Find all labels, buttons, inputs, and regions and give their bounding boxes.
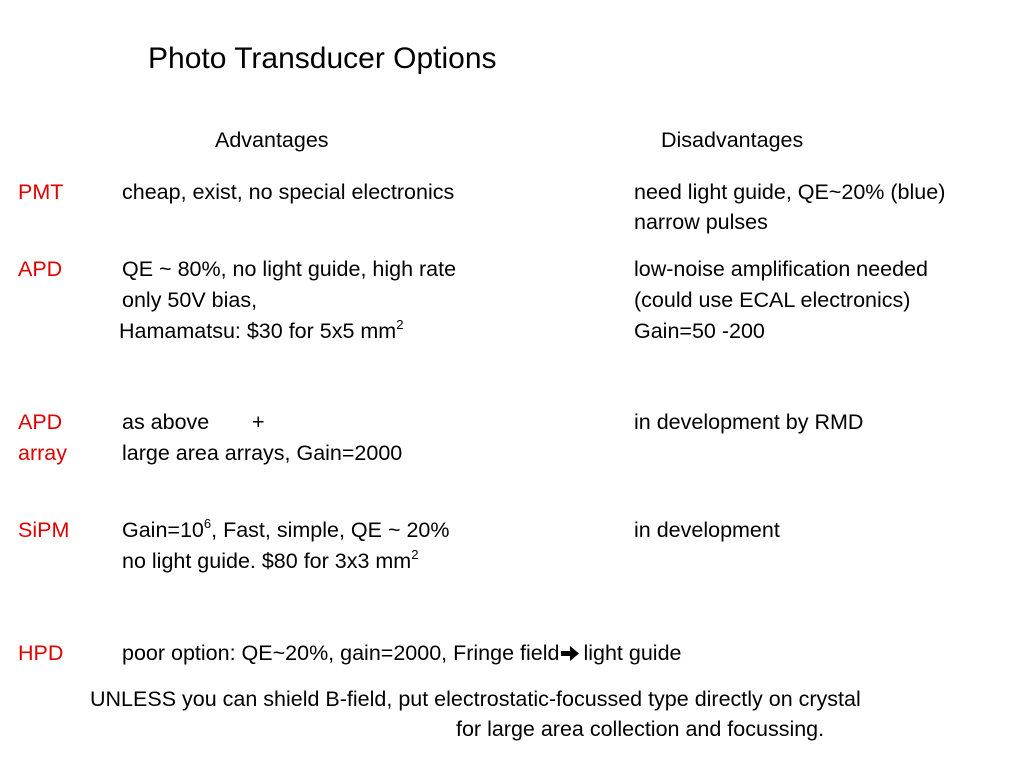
sipm-advantage-line-2: [122, 547, 419, 573]
header-advantages: Advantages: [215, 128, 329, 152]
apd-advantage-line-2: only 50V bias,: [122, 288, 258, 312]
sipm-disadvantage-line-1: in development: [634, 518, 780, 542]
row-label-pmt: PMT: [18, 180, 64, 204]
sipm-advantage-line-1: [122, 516, 450, 542]
header-disadvantages: Disadvantages: [661, 128, 804, 152]
right-arrow-icon: [559, 644, 583, 664]
apd-advantage-line-3: [119, 317, 404, 343]
sipm-price-superscript: 2: [411, 547, 419, 562]
hpd-text-post: light guide: [583, 641, 682, 665]
hpd-text-pre: poor option: QE~20%, gain=2000, Fringe field: [122, 641, 560, 665]
footer-line-1: UNLESS you can shield B-field, put electrostatic-focussed type directly on crystal: [90, 687, 861, 711]
row-label-hpd: HPD: [18, 641, 64, 665]
apd-advantage-line-1: QE ~ 80%, no light guide, high rate: [122, 257, 457, 281]
row-label-apd-array-2: array: [18, 441, 67, 465]
sipm-price-text: no light guide. $80 for 3x3 mm: [122, 549, 412, 573]
apd-array-advantage-line-1: as above: [122, 410, 210, 434]
apd-disadvantage-line-2: (could use ECAL electronics): [634, 288, 911, 312]
row-label-apd: APD: [18, 257, 63, 281]
sipm-gain-superscript: 6: [203, 516, 212, 531]
pmt-disadvantage-line-2: narrow pulses: [634, 210, 768, 234]
pmt-advantage-line-1: cheap, exist, no special electronics: [122, 180, 455, 204]
sipm-gain-text: Gain=10: [122, 518, 204, 542]
row-label-apd-array-1: APD: [18, 410, 63, 434]
apd-price-text: Hamamatsu: $30 for 5x5 mm: [119, 319, 397, 343]
footer-line-2: for large area collection and focussing.: [456, 717, 825, 741]
apd-disadvantage-line-1: low-noise amplification needed: [634, 257, 929, 281]
row-label-sipm: SiPM: [18, 518, 70, 542]
sipm-advantage-rest: , Fast, simple, QE ~ 20%: [211, 518, 450, 542]
apd-array-plus-sign: +: [252, 410, 265, 434]
pmt-disadvantage-line-1: need light guide, QE~20% (blue): [634, 180, 946, 204]
page-title: Photo Transducer Options: [148, 42, 497, 75]
apd-disadvantage-line-3: Gain=50 -200: [634, 319, 765, 343]
apd-array-disadvantage-line-1: in development by RMD: [634, 410, 864, 434]
apd-array-advantage-line-2: large area arrays, Gain=2000: [122, 441, 403, 465]
apd-price-superscript: 2: [396, 317, 404, 332]
hpd-text-line: [122, 643, 682, 665]
